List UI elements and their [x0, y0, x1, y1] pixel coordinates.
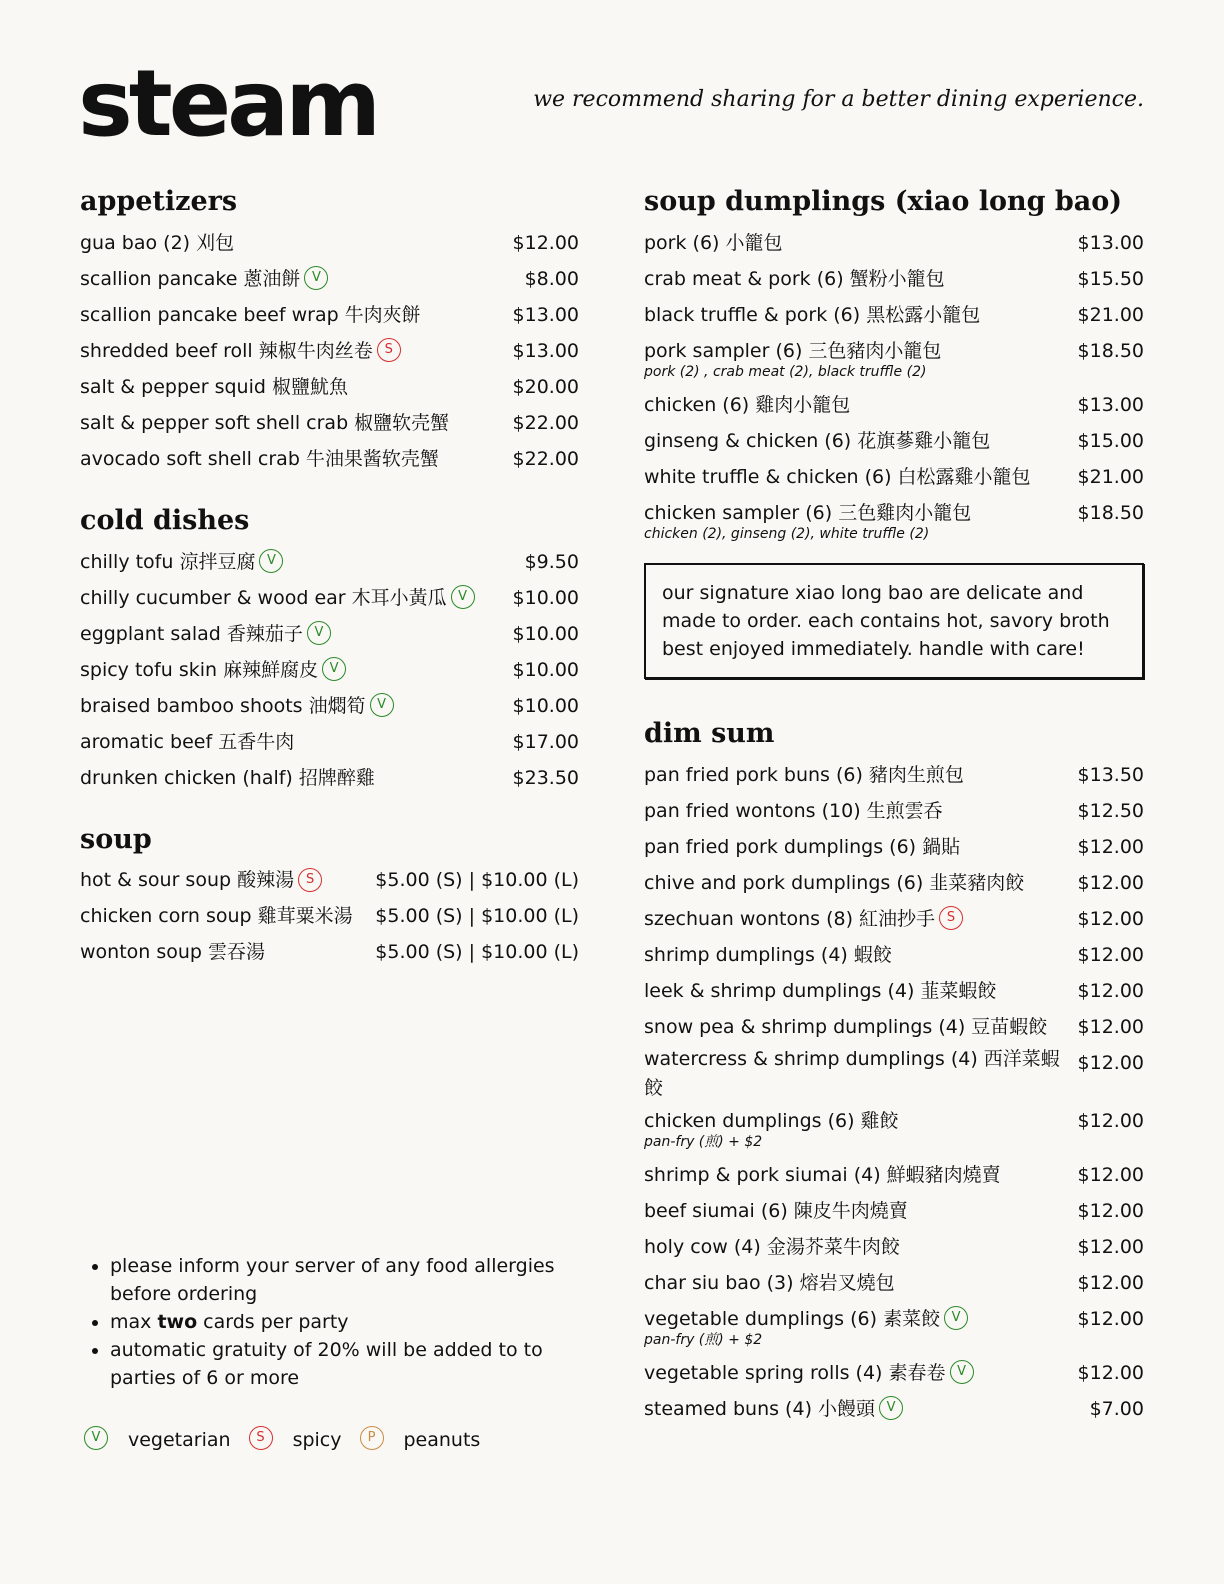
vegetarian-icon: V	[84, 1426, 108, 1450]
item-left	[80, 760, 375, 796]
menu-item	[80, 544, 579, 580]
menu-item	[644, 333, 1144, 387]
menu-item	[644, 495, 1144, 549]
item-name: salt & pepper squid 椒鹽魷魚	[80, 375, 348, 398]
section-title: soup	[80, 823, 152, 855]
item-name: shrimp dumplings (4) 蝦餃	[644, 943, 892, 966]
item-left	[80, 724, 294, 760]
item-left	[80, 333, 401, 369]
item-name: chicken (6) 雞肉小籠包	[644, 393, 851, 416]
section-title: appetizers	[80, 186, 238, 217]
item-note: chicken (2), ginseng (2), white truffle (2)	[644, 525, 930, 542]
item-name: holy cow (4) 金湯芥菜牛肉餃	[644, 1235, 900, 1258]
item-name: shredded beef roll 辣椒牛肉丝卷	[80, 339, 373, 362]
item-price: $13.00	[1077, 231, 1144, 254]
menu-item	[80, 724, 579, 760]
menu-item	[80, 369, 579, 405]
item-price: $12.50	[1077, 799, 1144, 822]
menu-item	[644, 1193, 1144, 1229]
item-left	[644, 459, 1031, 495]
item-note: pan-fry (煎) + $2	[644, 1133, 763, 1150]
item-price: $17.00	[512, 730, 579, 753]
item-left	[644, 1301, 968, 1355]
item-left	[644, 387, 850, 423]
item-name: spicy tofu skin 麻辣鮮腐皮	[80, 658, 319, 681]
item-price: $12.00	[1077, 1235, 1144, 1258]
section-title: soup dumplings (xiao long bao)	[644, 186, 1123, 217]
tagline: we recommend sharing for a better dining experience.	[533, 87, 1144, 112]
item-left	[644, 225, 783, 261]
item-price: $13.00	[512, 339, 579, 362]
item-price: $12.00	[1077, 1271, 1144, 1294]
item-price: $10.00	[512, 658, 579, 681]
item-price: $20.00	[512, 375, 579, 398]
legend-peanuts: peanuts	[403, 1429, 481, 1451]
item-price: $12.00	[1077, 907, 1144, 930]
item-price: $13.00	[512, 303, 579, 326]
item-name: chilly cucumber & wood ear 木耳小黃瓜	[80, 586, 447, 609]
item-price: $23.50	[512, 766, 579, 789]
menu-section	[80, 504, 579, 796]
item-left	[80, 405, 449, 441]
item-name: avocado soft shell crab 牛油果酱软壳蟹	[80, 447, 439, 470]
item-name: eggplant salad 香辣茄子	[80, 622, 303, 645]
item-name: shrimp & pork siumai (4) 鮮蝦豬肉燒賣	[644, 1163, 1001, 1186]
menu-item	[644, 387, 1144, 423]
menu-item	[644, 829, 1144, 865]
section-title: dim sum	[644, 717, 775, 749]
item-name: white truffle & chicken (6) 白松露雞小籠包	[644, 465, 1031, 488]
item-left	[80, 688, 394, 724]
item-price: $12.00	[1077, 1199, 1144, 1222]
menu-item	[644, 1301, 1144, 1355]
notes-list	[88, 1252, 588, 1392]
vegetarian-icon: V	[259, 549, 283, 573]
item-name: chicken corn soup 雞茸粟米湯	[80, 905, 353, 928]
menu-item	[644, 1045, 1144, 1103]
item-price: $18.50	[1077, 501, 1144, 524]
menu-item	[644, 1157, 1144, 1193]
item-left	[80, 616, 331, 652]
item-price: $21.00	[1077, 465, 1144, 488]
item-left	[80, 544, 283, 580]
legend	[80, 1428, 480, 1452]
item-left	[644, 793, 943, 829]
item-price: $9.50	[524, 550, 579, 573]
item-price: $10.00	[512, 586, 579, 609]
vegetarian-icon: V	[322, 657, 346, 681]
item-name: leek & shrimp dumplings (4) 韮菜蝦餃	[644, 979, 997, 1002]
item-left	[644, 495, 971, 549]
section-title: cold dishes	[80, 504, 250, 536]
item-left	[80, 297, 421, 333]
menu-item	[644, 297, 1144, 333]
item-name: scallion pancake 蔥油餅	[80, 267, 301, 290]
item-name: drunken chicken (half) 招牌醉雞	[80, 766, 375, 789]
menu-item	[644, 865, 1144, 901]
item-name: watercress & shrimp dumplings (4) 西洋菜蝦餃	[644, 1047, 1060, 1099]
item-left	[644, 901, 963, 937]
item-name: scallion pancake beef wrap 牛肉夾餅	[80, 303, 421, 326]
menu-item	[644, 225, 1144, 261]
item-left	[80, 261, 328, 297]
item-name: black truffle & pork (6) 黑松露小籠包	[644, 303, 981, 326]
menu-item	[644, 1009, 1144, 1045]
item-name: hot & sour soup 酸辣湯	[80, 869, 295, 892]
vegetarian-icon: V	[950, 1360, 974, 1384]
item-left	[644, 1265, 895, 1301]
menu-item	[80, 898, 579, 934]
item-price: $22.00	[512, 411, 579, 434]
xlb-callout: our signature xiao long bao are delicate and made to order. each contains hot, savory broth best enjoyed immediately. handle with care!	[644, 563, 1144, 679]
menu-section	[80, 823, 579, 971]
item-left	[80, 441, 439, 477]
menu-item	[80, 580, 579, 616]
menu-item	[80, 760, 579, 796]
item-price: $12.00	[1077, 1109, 1144, 1132]
item-price: $21.00	[1077, 303, 1144, 326]
item-price: $12.00	[1077, 835, 1144, 858]
menu-item	[80, 441, 579, 477]
menu-item	[644, 973, 1144, 1009]
item-price: $18.50	[1077, 339, 1144, 362]
item-name: wonton soup 雲吞湯	[80, 941, 266, 964]
item-left	[644, 829, 960, 865]
peanuts-icon: P	[360, 1426, 384, 1450]
item-name: vegetable dumplings (6) 素菜餃	[644, 1307, 941, 1330]
legend-vegetarian: vegetarian	[128, 1429, 231, 1451]
menu-section	[644, 185, 1144, 679]
item-name: vegetable spring rolls (4) 素春卷	[644, 1361, 946, 1384]
menu-item	[644, 423, 1144, 459]
item-left	[644, 1103, 899, 1157]
item-name: pan fried wontons (10) 生煎雲呑	[644, 799, 943, 822]
item-left	[644, 1009, 1047, 1045]
item-name: chicken dumplings (6) 雞餃	[644, 1109, 899, 1132]
item-price: $12.00	[1077, 1361, 1144, 1384]
note-cards-pre: max	[110, 1311, 158, 1333]
menu-item	[80, 688, 579, 724]
menu-item	[644, 937, 1144, 973]
item-name: salt & pepper soft shell crab 椒鹽软壳蟹	[80, 411, 450, 434]
menu-item	[644, 261, 1144, 297]
item-price: $12.00	[512, 231, 579, 254]
item-name: chilly tofu 涼拌豆腐	[80, 550, 256, 573]
menu-item	[80, 261, 579, 297]
item-price: $12.00	[1077, 1051, 1144, 1074]
menu-item	[644, 757, 1144, 793]
item-price: $12.00	[1077, 1307, 1144, 1330]
item-price: $5.00 (S) | $10.00 (L)	[375, 905, 579, 928]
item-name: pan fried pork dumplings (6) 鍋貼	[644, 835, 961, 858]
note-allergies: • please inform your server of any food allergies before ordering	[110, 1252, 588, 1308]
logo: steam	[78, 50, 378, 157]
item-left	[80, 934, 265, 970]
item-left	[80, 369, 348, 405]
item-price: $12.00	[1077, 943, 1144, 966]
item-name: ginseng & chicken (6) 花旗蔘雞小籠包	[644, 429, 991, 452]
item-left	[644, 757, 964, 793]
item-name: chicken sampler (6) 三色雞肉小籠包	[644, 501, 972, 524]
note-cards	[110, 1308, 588, 1336]
item-name: chive and pork dumplings (6) 韭菜豬肉餃	[644, 871, 1025, 894]
item-price: $7.00	[1089, 1397, 1144, 1420]
item-left	[644, 297, 980, 333]
item-left	[644, 423, 990, 459]
item-name: pan fried pork buns (6) 豬肉生煎包	[644, 763, 964, 786]
item-note: pan-fry (煎) + $2	[644, 1331, 763, 1348]
item-name: char siu bao (3) 熔岩叉燒包	[644, 1271, 895, 1294]
item-price: $12.00	[1077, 979, 1144, 1002]
item-left	[80, 580, 475, 616]
item-left	[644, 1157, 1001, 1193]
item-name: aromatic beef 五香牛肉	[80, 730, 295, 753]
item-price: $15.00	[1077, 429, 1144, 452]
item-left	[644, 333, 941, 387]
menu-item	[80, 934, 579, 970]
menu-item	[644, 1391, 1144, 1427]
spicy-icon: S	[249, 1426, 273, 1450]
item-price: $13.00	[1077, 393, 1144, 416]
item-left	[644, 261, 945, 297]
item-price: $10.00	[512, 694, 579, 717]
menu-item	[80, 333, 579, 369]
item-name: crab meat & pork (6) 蟹粉小籠包	[644, 267, 945, 290]
spicy-icon: S	[939, 906, 963, 930]
vegetarian-icon: V	[370, 693, 394, 717]
item-left	[644, 1391, 903, 1427]
item-left	[80, 862, 322, 898]
item-price: $15.50	[1077, 267, 1144, 290]
spicy-icon: S	[298, 868, 322, 892]
item-left	[644, 973, 996, 1009]
item-left	[80, 652, 346, 688]
menu-item	[644, 793, 1144, 829]
item-left	[644, 1045, 1078, 1103]
item-left	[644, 1355, 974, 1391]
item-price: $5.00 (S) | $10.00 (L)	[375, 941, 579, 964]
note-cards-post: cards per party	[197, 1311, 349, 1333]
vegetarian-icon: V	[944, 1306, 968, 1330]
menu-item	[80, 862, 579, 898]
vegetarian-icon: V	[304, 266, 328, 290]
vegetarian-icon: V	[307, 621, 331, 645]
menu-item	[644, 1355, 1144, 1391]
item-left	[80, 898, 353, 934]
menu-item	[644, 1265, 1144, 1301]
item-price: $12.00	[1077, 871, 1144, 894]
item-name: braised bamboo shoots 油燜筍	[80, 694, 366, 717]
menu-section	[644, 717, 1144, 1427]
item-name: gua bao (2) 刈包	[80, 231, 235, 254]
item-left	[644, 937, 892, 973]
menu-item	[80, 652, 579, 688]
menu-item	[644, 459, 1144, 495]
menu-item	[80, 225, 579, 261]
item-price: $10.00	[512, 622, 579, 645]
item-name: steamed buns (4) 小饅頭	[644, 1397, 876, 1420]
menu-section	[80, 185, 579, 477]
item-name: beef siumai (6) 陳皮牛肉燒賣	[644, 1199, 908, 1222]
item-left	[644, 1193, 908, 1229]
item-price: $5.00 (S) | $10.00 (L)	[375, 869, 579, 892]
item-price: $12.00	[1077, 1163, 1144, 1186]
item-price: $22.00	[512, 447, 579, 470]
item-note: pork (2) , crab meat (2), black truffle (2)	[644, 363, 927, 380]
item-price: $8.00	[524, 267, 579, 290]
vegetarian-icon: V	[451, 585, 475, 609]
item-name: snow pea & shrimp dumplings (4) 豆苗蝦餃	[644, 1015, 1048, 1038]
menu-item	[644, 901, 1144, 937]
item-left	[644, 1229, 900, 1265]
menu-item	[644, 1103, 1144, 1157]
item-name: pork (6) 小籠包	[644, 231, 783, 254]
vegetarian-icon: V	[879, 1396, 903, 1420]
menu-item	[80, 297, 579, 333]
item-price: $12.00	[1077, 1015, 1144, 1038]
right-column	[644, 185, 1144, 1454]
legend-spicy: spicy	[292, 1429, 342, 1451]
menu-item	[80, 405, 579, 441]
item-name: szechuan wontons (8) 紅油抄手	[644, 907, 936, 930]
item-left	[80, 225, 234, 261]
item-price: $13.50	[1077, 763, 1144, 786]
item-name: pork sampler (6) 三色豬肉小籠包	[644, 339, 942, 362]
note-gratuity: • automatic gratuity of 20% will be added to to parties of 6 or more	[110, 1336, 588, 1392]
menu-item	[644, 1229, 1144, 1265]
spicy-icon: S	[377, 338, 401, 362]
menu-item	[80, 616, 579, 652]
left-column	[80, 185, 579, 997]
note-cards-bold: two	[157, 1311, 198, 1333]
item-left	[644, 865, 1024, 901]
